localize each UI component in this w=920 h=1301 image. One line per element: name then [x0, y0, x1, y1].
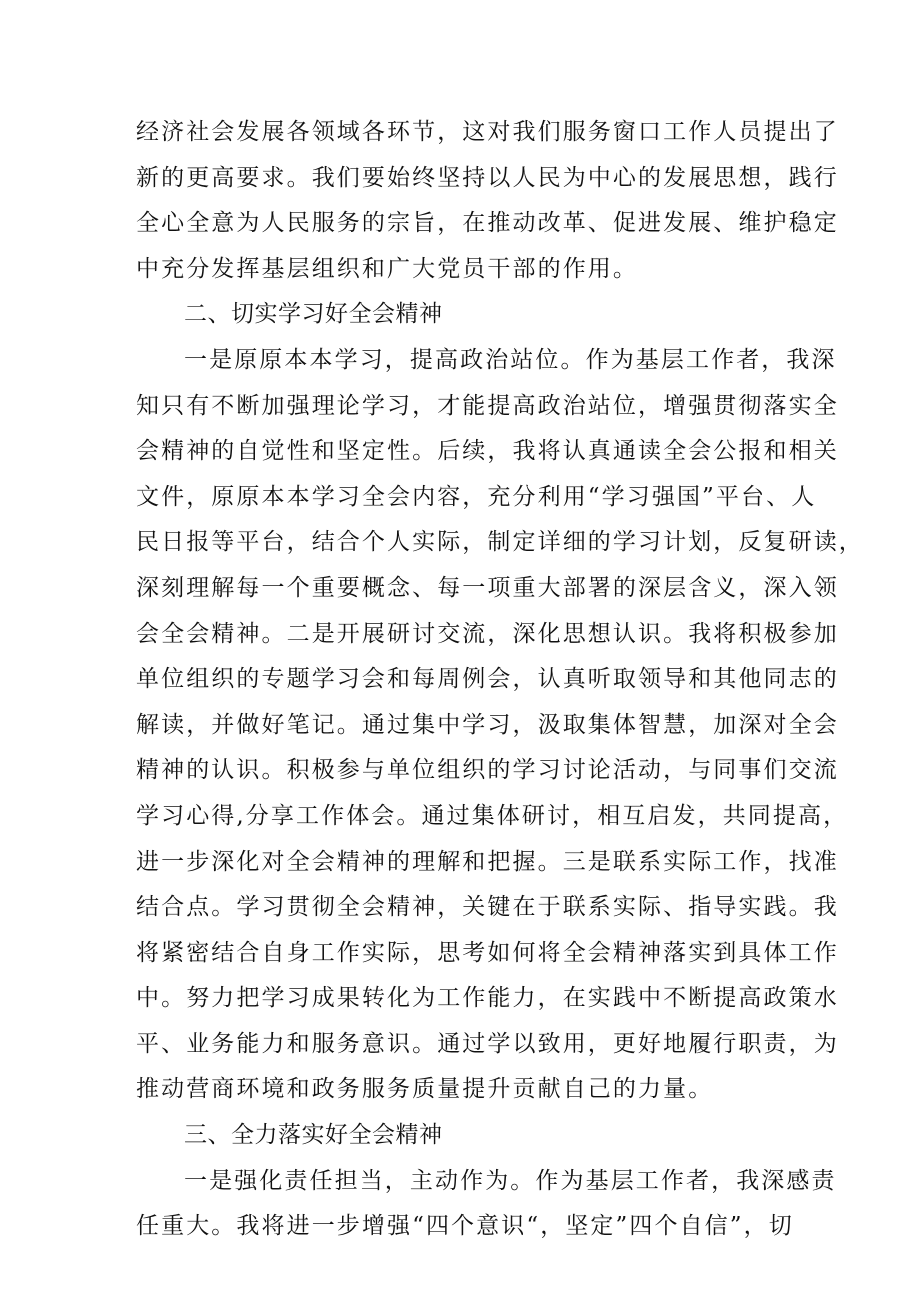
paragraph-line: 深刻理解每一个重要概念、每一项重大部署的深层含义，深入领	[136, 574, 839, 601]
paragraph-line: 会全会精神。二是开展研讨交流，深化思想认识。我将积极参加	[136, 620, 839, 647]
paragraph-line: 推动营商环境和政务服务质量提升贡献自己的力量。	[136, 1076, 714, 1103]
paragraph-line: 会精神的自觉性和坚定性。后续，我将认真通读全会公报和相关	[136, 438, 839, 465]
paragraph-line: 任重大。我将进一步增强“四个意识“，坚定”四个自信”，切	[136, 1213, 794, 1240]
paragraph-line: 经济社会发展各领域各环节，这对我们服务窗口工作人员提出了	[136, 119, 839, 145]
paragraph-line: 将紧密结合自身工作实际，思考如何将全会精神落实到具体工作	[136, 939, 839, 966]
paragraph-line: 文件，原原本本学习全会内容，充分利用“学习强国”平台、人	[136, 483, 817, 510]
paragraph-line: 中充分发挥基层组织和广大党员干部的作用。	[136, 255, 638, 282]
paragraph-line: 一是强化责任担当，主动作为。作为基层工作者，我深感责	[184, 1167, 837, 1194]
section-heading: 三、全力落实好全会精神	[184, 1122, 443, 1149]
paragraph-line: 结合点。学习贯彻全会精神，关键在于联系实际、指导实践。我	[136, 894, 839, 921]
paragraph-line: 全心全意为人民服务的宗旨，在推动改革、促进发展、维护稳定	[136, 210, 839, 237]
section-heading: 二、切实学习好全会精神	[184, 301, 443, 328]
paragraph-line: 民日报等平台，结合个人实际，制定详细的学习计划，反复研读，	[136, 529, 864, 556]
paragraph-line: 知只有不断加强理论学习，才能提高政治站位，增强贯彻落实全	[136, 392, 839, 419]
paragraph-line: 新的更高要求。我们要始终坚持以人民为中心的发展思想，践行	[136, 164, 839, 191]
paragraph-line: 学习心得,分享工作体会。通过集体研讨，相互启发，共同提高，	[136, 802, 849, 829]
paragraph-line: 一是原原本本学习，提高政治站位。作为基层工作者，我深	[184, 346, 837, 373]
document-body	[136, 110, 864, 1250]
paragraph-line: 精神的认识。积极参与单位组织的学习讨论活动，与同事们交流	[136, 757, 839, 784]
paragraph-line: 中。努力把学习成果转化为工作能力，在实践中不断提高政策水	[136, 985, 839, 1012]
paragraph-line: 解读，并做好笔记。通过集中学习，汲取集体智慧，加深对全会	[136, 711, 839, 738]
paragraph-line: 单位组织的专题学习会和每周例会，认真听取领导和其他同志的	[136, 666, 839, 693]
paragraph-line: 进一步深化对全会精神的理解和把握。三是联系实际工作，找准	[136, 848, 839, 875]
paragraph-line: 平、业务能力和服务意识。通过学以致用，更好地履行职责，为	[136, 1030, 839, 1057]
